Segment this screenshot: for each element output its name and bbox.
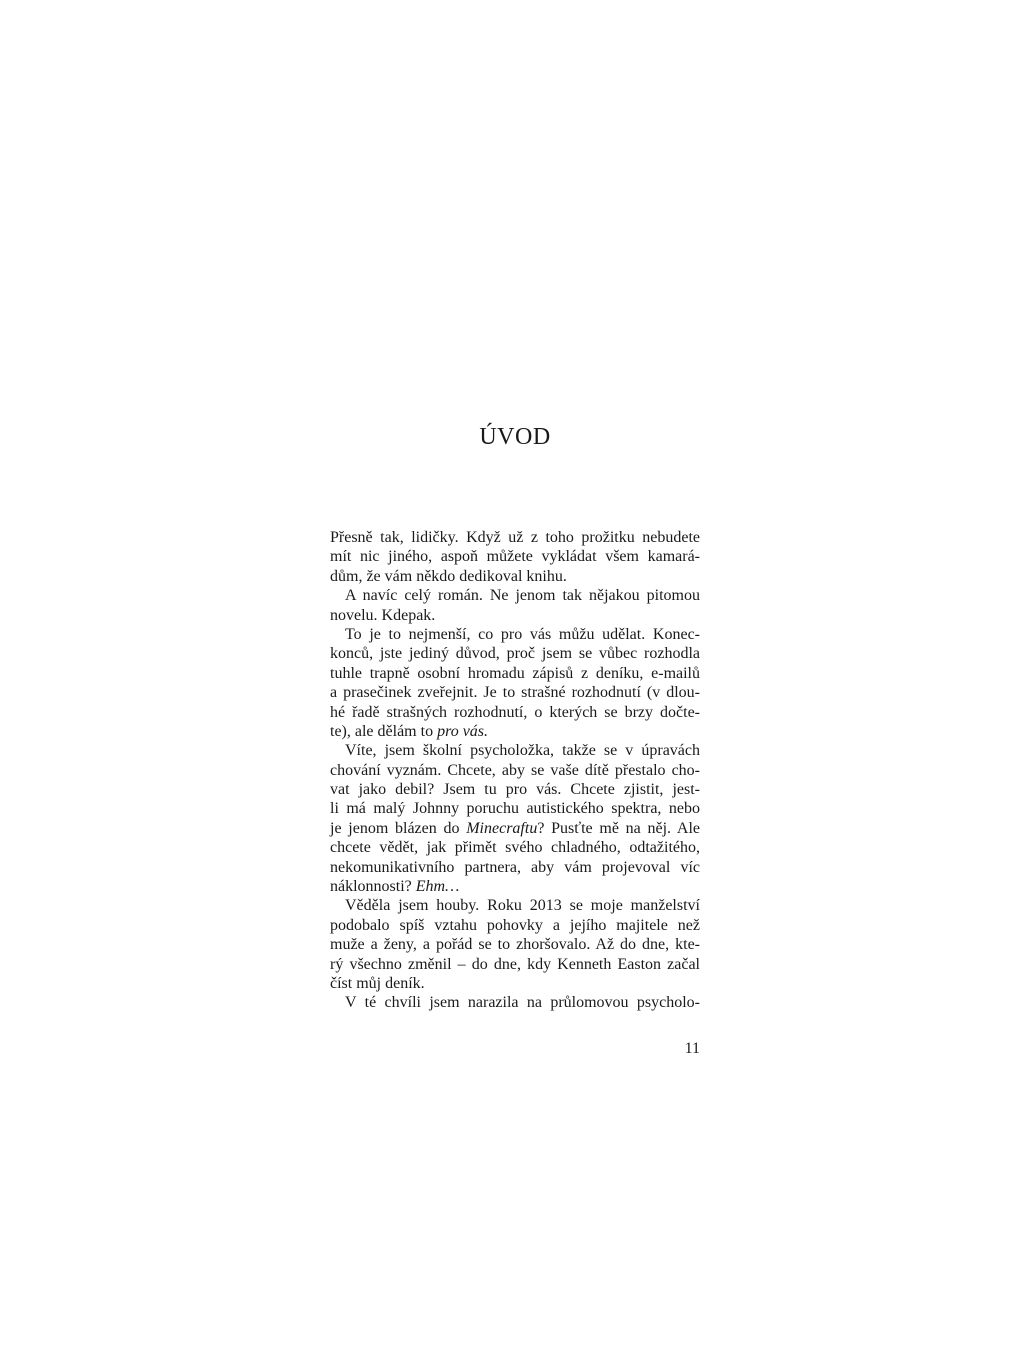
text-line: podobalo spíš vztahu pohovky a jejího majitele než xyxy=(330,916,700,934)
text-line: li má malý Johnny poruchu autistického spektra, nebo xyxy=(330,800,700,818)
text-line: novelu. Kdepak. xyxy=(330,606,436,624)
text-line: chcete vědět, jak přimět svého chladného, odtažitého, xyxy=(330,839,700,857)
text-line: mít nic jiného, aspoň můžete vykládat všem kamará- xyxy=(330,548,700,566)
text-line: Věděla jsem houby. Roku 2013 se moje manželství xyxy=(345,897,700,915)
text-line: konců, jste jediný důvod, proč jsem se vůbec rozhodla xyxy=(330,645,700,663)
page-number: 11 xyxy=(684,1040,700,1057)
text-line: chování vyznám. Chcete, aby se vaše dítě přestalo cho- xyxy=(330,761,700,779)
text-line: muže a ženy, a pořád se to zhoršovalo. Až do dne, kte- xyxy=(330,936,700,954)
text-line: te), ale dělám to pro vás. xyxy=(330,722,489,740)
text-line: V té chvíli jsem narazila na průlomovou psycholo- xyxy=(345,994,700,1012)
text-line: číst můj deník. xyxy=(330,974,425,992)
text-line: To je to nejmenší, co pro vás můžu udělat. Konec- xyxy=(345,625,700,643)
text-line: Přesně tak, lidičky. Když už z toho prožitku nebudete xyxy=(330,529,700,546)
text-line: je jenom blázen do Minecraftu? Pusťte mě na něj. Ale xyxy=(330,819,700,837)
text-line: dům, že vám někdo dedikoval knihu. xyxy=(330,567,567,585)
text-line: tuhle trapně osobní hromadu zápisů z deníku, e-mailů xyxy=(330,664,700,682)
body-text xyxy=(330,528,700,1013)
text-line: a prasečinek zveřejnit. Je to strašné rozhodnutí (v dlou- xyxy=(330,684,700,702)
chapter-title: ÚVOD xyxy=(479,424,551,450)
text-line: náklonnosti? Ehm… xyxy=(330,878,460,896)
text-line: vat jako debil? Jsem tu pro vás. Chcete zjistit, jest- xyxy=(330,781,700,799)
text-line: rý všechno změnil – do dne, kdy Kenneth Easton začal xyxy=(330,955,700,973)
text-line: Víte, jsem školní psycholožka, takže se v úpravách xyxy=(345,742,700,760)
text-line: hé řadě strašných rozhodnutí, o kterých se brzy dočte- xyxy=(330,703,700,721)
text-line: nekomunikativního partnera, aby vám projevoval víc xyxy=(330,858,700,876)
text-line: A navíc celý román. Ne jenom tak nějakou pitomou xyxy=(345,587,700,605)
